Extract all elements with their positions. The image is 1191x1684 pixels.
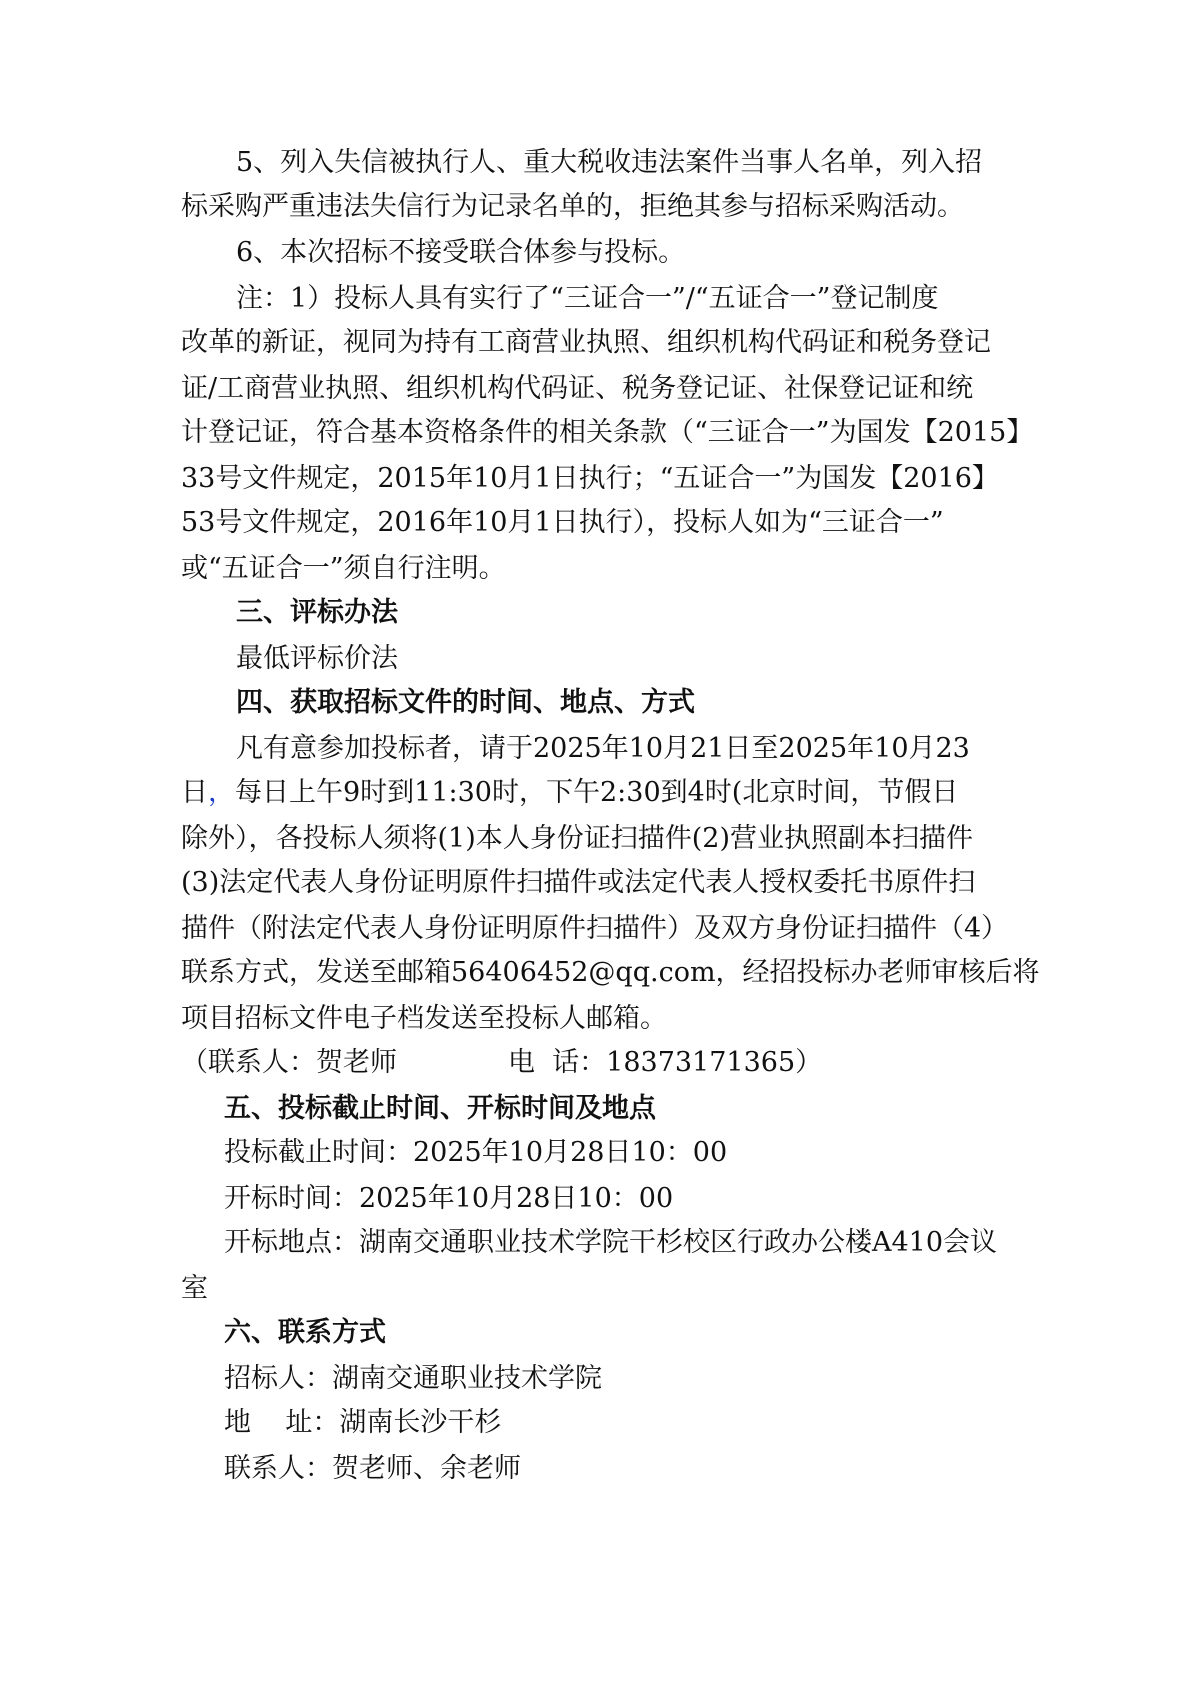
note-line-4: 计登记证，符合基本资格条件的相关条款（“三证合一”为国发【2015】 (181, 417, 1034, 448)
contact-person: （联系人：贺老师 (181, 1047, 397, 1078)
bid-deadline: 投标截止时间：2025年10月28日10：00 (224, 1137, 728, 1168)
section-4-line-2-start: 日 (181, 777, 208, 808)
section-4-heading: 四、获取招标文件的时间、地点、方式 (236, 687, 695, 718)
item-6: 6、本次招标不接受联合体参与投标。 (236, 237, 686, 268)
section-4-line-3: 除外），各投标人须将(1)本人身份证扫描件(2)营业执照副本扫描件 (181, 823, 973, 854)
note-line-7: 或“五证合一”须自行注明。 (181, 553, 506, 584)
tenderer: 招标人：湖南交通职业技术学院 (224, 1363, 602, 1394)
blue-comma: ， (208, 777, 235, 808)
section-4-line-7: 项目招标文件电子档发送至投标人邮箱。 (181, 1003, 667, 1034)
section-4-line-1: 凡有意参加投标者，请于2025年10月21日至2025年10月23 (236, 733, 970, 764)
bid-opening-time: 开标时间：2025年10月28日10：00 (224, 1183, 674, 1214)
section-4-line-2-end: 每日上午9时到11:30时，下午2:30到4时(北京时间，节假日 (235, 777, 959, 808)
section-4-line-6: 联系方式，发送至邮箱56406452@qq.com，经招投标办老师审核后将 (181, 957, 1040, 988)
section-5-heading: 五、投标截止时间、开标时间及地点 (224, 1093, 656, 1124)
item-5-line-1: 5、列入失信被执行人、重大税收违法案件当事人名单，列入招 (236, 147, 983, 178)
note-line-2: 改革的新证，视同为持有工商营业执照、组织机构代码证和税务登记 (181, 327, 991, 358)
note-line-3: 证/工商营业执照、组织机构代码证、税务登记证、社保登记证和统 (181, 373, 974, 404)
contact-phone: 电 话：18373171365） (508, 1047, 823, 1078)
note-line-1: 注：1）投标人具有实行了“三证合一”/“五证合一”登记制度 (236, 283, 939, 314)
section-4-line-2 (181, 770, 958, 816)
contacts: 联系人：贺老师、余老师 (224, 1453, 521, 1484)
bid-opening-location-cont: 室 (181, 1273, 208, 1304)
note-line-5: 33号文件规定，2015年10月1日执行；“五证合一”为国发【2016】 (181, 463, 999, 494)
section-4-line-4: (3)法定代表人身份证明原件扫描件或法定代表人授权委托书原件扫 (181, 867, 976, 898)
section-3-body: 最低评标价法 (236, 643, 398, 674)
address: 地 址：湖南长沙干杉 (224, 1407, 502, 1438)
item-5-line-2: 标采购严重违法失信行为记录名单的，拒绝其参与招标采购活动。 (181, 191, 964, 222)
section-4-line-5: 描件（附法定代表人身份证明原件扫描件）及双方身份证扫描件（4） (181, 913, 1009, 944)
section-3-heading: 三、评标办法 (236, 597, 398, 628)
bid-opening-location: 开标地点：湖南交通职业技术学院干杉校区行政办公楼A410会议 (224, 1227, 998, 1258)
note-line-6: 53号文件规定，2016年10月1日执行），投标人如为“三证合一” (181, 507, 944, 538)
section-6-heading: 六、联系方式 (224, 1317, 386, 1348)
